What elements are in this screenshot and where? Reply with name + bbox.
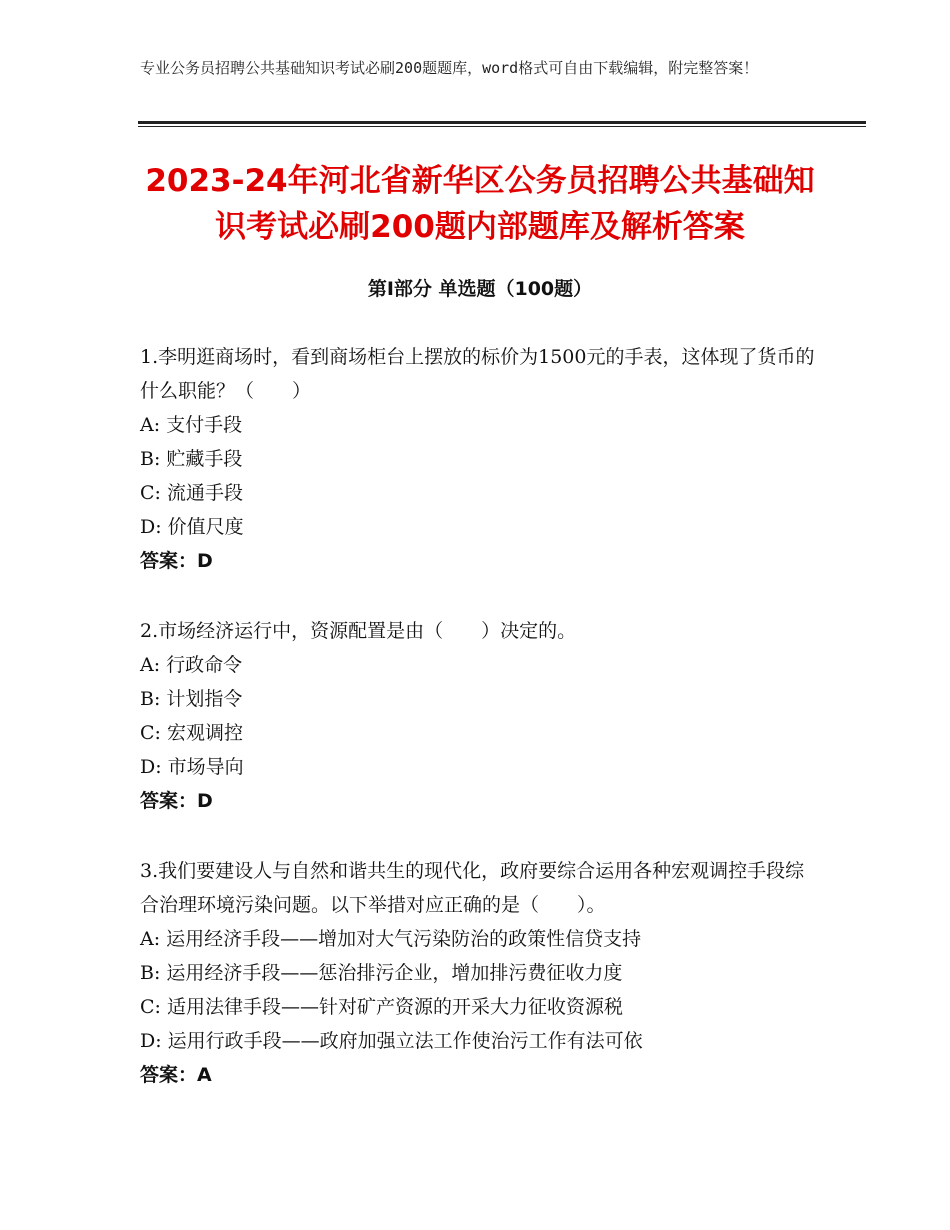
question-stem: 1.李明逛商场时，看到商场柜台上摆放的标价为1500元的手表，这体现了货币的什么职能？（ ） xyxy=(140,346,815,402)
option-d: D: 运用行政手段——政府加强立法工作使治污工作有法可依 xyxy=(140,1030,643,1052)
header-note: 专业公务员招聘公共基础知识考试必刷200题题库，word格式可自由下载编辑，附完整答案！ xyxy=(140,59,759,77)
option-c: C: 适用法律手段——针对矿产资源的开采大力征收资源税 xyxy=(140,996,623,1018)
option-a: A: 运用经济手段——增加对大气污染防治的政策性信贷支持 xyxy=(140,928,642,950)
answer: 答案：A xyxy=(140,1064,212,1086)
option-b: B: 贮藏手段 xyxy=(140,448,243,470)
option-d: D: 价值尺度 xyxy=(140,516,244,538)
header-rule-thin xyxy=(138,126,866,127)
section-heading: 第Ⅰ部分 单选题（100题） xyxy=(367,278,593,300)
option-b: B: 计划指令 xyxy=(140,688,243,710)
option-a: A: 支付手段 xyxy=(140,414,243,436)
option-d: D: 市场导向 xyxy=(140,756,244,778)
option-c: C: 流通手段 xyxy=(140,482,243,504)
question-2 xyxy=(140,614,820,818)
header-rule-thick xyxy=(138,121,866,124)
option-c: C: 宏观调控 xyxy=(140,722,243,744)
document-title: 2023-24年河北省新华区公务员招聘公共基础知识考试必刷200题内部题库及解析答案 xyxy=(145,163,815,245)
question-1 xyxy=(140,340,820,578)
answer: 答案：D xyxy=(140,790,213,812)
option-a: A: 行政命令 xyxy=(140,654,243,676)
option-b: B: 运用经济手段——惩治排污企业，增加排污费征收力度 xyxy=(140,962,623,984)
answer: 答案：D xyxy=(140,550,213,572)
question-stem: 3.我们要建设人与自然和谐共生的现代化，政府要综合运用各种宏观调控手段综合治理环境污染问题。以下举措对应正确的是（ ）。 xyxy=(140,860,805,916)
question-stem: 2.市场经济运行中，资源配置是由（ ）决定的。 xyxy=(140,620,577,642)
question-3 xyxy=(140,854,820,1092)
